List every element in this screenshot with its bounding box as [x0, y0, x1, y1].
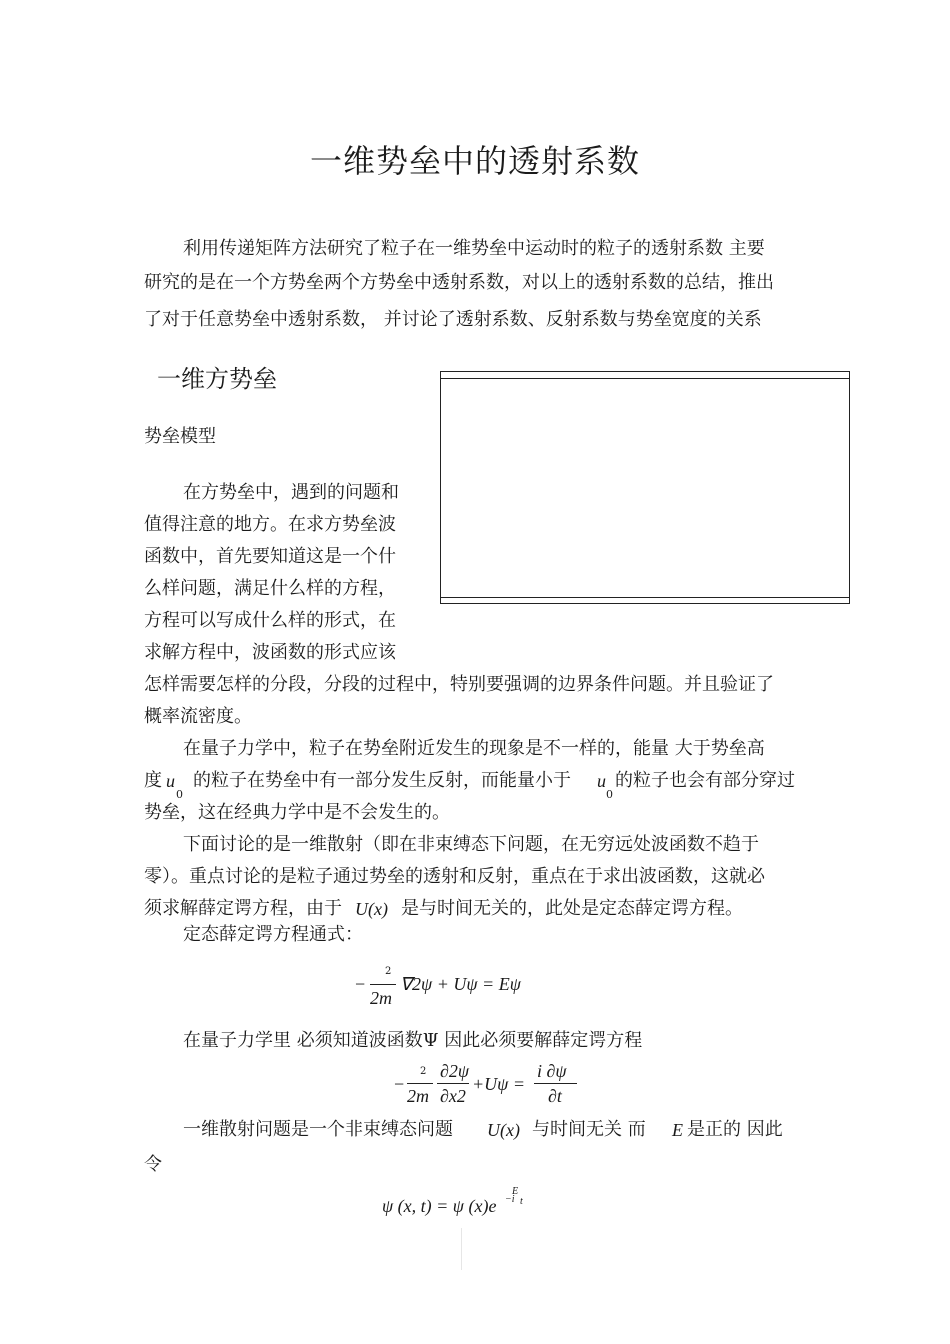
para2-line-1: 在量子力学中，粒子在势垒附近发生的现象是不一样的，能量 大于势垒高: [183, 738, 765, 759]
abstract-line-2: 研究的是在一个方势垒两个方势垒中透射系数，对以上的透射系数的总结，推出: [144, 272, 774, 293]
eq3-exponent: −i: [505, 1194, 515, 1205]
para2-line-3: 势垒，这在经典力学中是不会发生的。: [144, 802, 450, 823]
section-heading: 一维方势垒: [157, 365, 277, 393]
para3-line-3b: 是与时间无关的，此处是定态薛定谔方程。: [401, 898, 743, 919]
para1-line-4: 么样问题，满足什么样的方程，: [144, 578, 396, 599]
variable-u0-b: u: [597, 771, 606, 791]
eq2-minus: −: [394, 1074, 405, 1094]
para5: 在量子力学里 必须知道波函数Ψ 因此必须要解薛定谔方程: [183, 1030, 643, 1051]
eq2-frac1-bar: [407, 1083, 433, 1084]
variable-u0-a: u: [166, 771, 175, 791]
subheading-barrier-model: 势垒模型: [144, 426, 216, 447]
para3-line-3a: 须求解薛定谔方程，由于: [144, 898, 342, 919]
para6-c: 是正的 因此: [687, 1119, 783, 1140]
para6-d: 令: [144, 1154, 162, 1175]
abstract-line-1: 利用传递矩阵方法研究了粒子在一维势垒中运动时的粒子的透射系数 主要: [183, 238, 765, 259]
eq2-mid: +Uψ =: [472, 1074, 525, 1094]
para3-line-2: 零）。重点讨论的是粒子通过势垒的透射和反射，重点在于求出波函数，这就必: [144, 866, 765, 887]
eq2-den2: ∂x2: [440, 1086, 466, 1106]
eq2-frac2-bar: [437, 1083, 469, 1084]
eq3-main: ψ (x, t) = ψ (x)e: [382, 1196, 497, 1216]
eq2-frac3-bar: [534, 1083, 577, 1084]
para2-line-2a: 度: [144, 770, 162, 791]
faint-rule: [461, 1228, 462, 1270]
para1-line-7: 怎样需要怎样的分段，分段的过程中，特别要强调的边界条件问题。并且验证了: [144, 674, 774, 695]
figure-bottom-rule: [441, 597, 849, 598]
eq1-rest: ∇2ψ + Uψ = Eψ: [400, 974, 521, 994]
para1-line-8: 概率流密度。: [144, 706, 252, 727]
eq2-den1: 2m: [407, 1086, 429, 1106]
eq3-exponent-t: t: [520, 1196, 523, 1207]
math-Ux-b: U(x): [487, 1120, 520, 1140]
eq1-fraction-bar: [370, 984, 396, 985]
eq2-num1: 2: [420, 1066, 427, 1077]
eq2-den3: ∂t: [548, 1086, 562, 1106]
para1-line-5: 方程可以写成什么样的形式，在: [144, 610, 396, 631]
eq1-numerator: 2: [385, 966, 392, 977]
figure-top-rule: [441, 378, 849, 379]
para1-line-6: 求解方程中，波函数的形式应该: [144, 642, 396, 663]
para2-line-2c: 的粒子也会有部分穿过: [615, 770, 795, 791]
para4: 定态薛定谔方程通式：: [183, 924, 363, 945]
eq1-minus: −: [355, 974, 366, 994]
eq1-denominator: 2m: [370, 988, 392, 1008]
para1-line-1: 在方势垒中，遇到的问题和: [183, 482, 399, 503]
para1-line-2: 值得注意的地方。在求方势垒波: [144, 514, 396, 535]
eq2-num2: ∂2ψ: [440, 1061, 470, 1081]
variable-u0-a-sub: 0: [176, 788, 183, 801]
para6-a: 一维散射问题是一个非束缚态问题: [183, 1119, 453, 1140]
eq3-exponent-E: E: [512, 1186, 519, 1197]
abstract-line-3: 了对于任意势垒中透射系数， 并讨论了透射系数、反射系数与势垒宽度的关系: [144, 309, 762, 330]
para3-line-1: 下面讨论的是一维散射（即在非束缚态下问题，在无穷远处波函数不趋于: [183, 834, 759, 855]
math-E: E: [672, 1120, 683, 1140]
eq2-num3: i ∂ψ: [537, 1061, 567, 1081]
para6-b: 与时间无关 而: [532, 1119, 646, 1140]
math-Ux-a: U(x): [355, 899, 388, 919]
para2-line-2b: 的粒子在势垒中有一部分发生反射，而能量小于: [193, 770, 571, 791]
page-title: 一维势垒中的透射系数: [309, 142, 640, 180]
variable-u0-b-sub: 0: [606, 788, 613, 801]
para1-line-3: 函数中，首先要知道这是一个什: [144, 546, 396, 567]
figure-frame: [440, 371, 850, 604]
